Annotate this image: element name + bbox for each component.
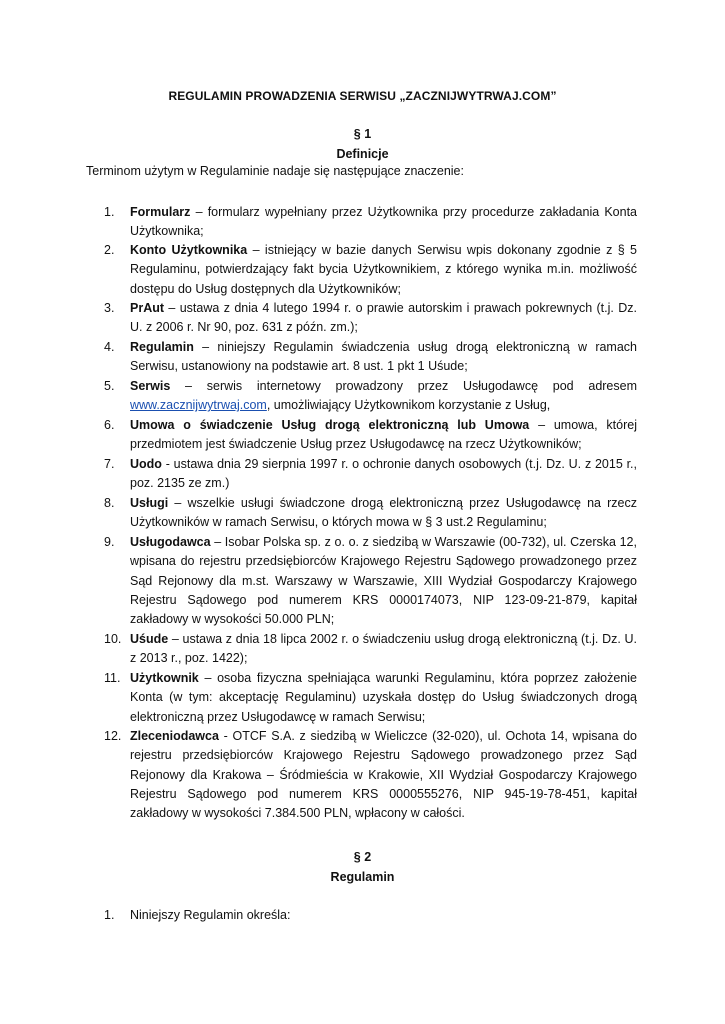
document-title: REGULAMIN PROWADZENIA SERWISU „ZACZNIJWYTRWAJ.COM” (168, 89, 557, 103)
definition-term: Serwis (130, 379, 171, 393)
definition-term: Uodo (130, 457, 162, 471)
definition-term: Zleceniodawca (130, 729, 219, 743)
list-item: 8. Usługi – wszelkie usługi świadczone drogą elektroniczną przez Usługodawcę na rzecz Użytkowników w ramach Serwisu, o których mowa w § 3 ust.2 Regulaminu; (104, 496, 637, 530)
list-item: 3. PrAut – ustawa z dnia 4 lutego 1994 r. o prawie autorskim i prawach pokrewnych (t.j. Dz. U. z 2006 r. Nr 90, poz. 631 z późn. zm.); (104, 301, 637, 335)
list-item: 12. Zleceniodawca - OTCF S.A. z siedzibą w Wieliczce (32-020), ul. Ochota 14, wpisana do rejestru przedsiębiorców Krajowego Rejestru Sądowego prowadzonego przez Sąd Rejonowy dla Krakowa – Śródmieścia w Krakowie, XII Wydział Gospodarczy Krajowego Rejestru Sądowego pod numerem KRS 0000555276, NIP 945-19-78-451, kapitał zakładowy w wysokości 7.384.500 PLN, wpłacony w całości. (104, 729, 637, 821)
definition-term: Usługodawca (130, 535, 211, 549)
list-item: 6. Umowa o świadczenie Usług drogą elektroniczną lub Umowa – umowa, której przedmiotem jest świadczenie Usług przez Usługodawcę na rzecz Użytkowników; (104, 418, 637, 452)
list-item: 1. Formularz – formularz wypełniany przez Użytkownika przy procedurze zakładania Konta Użytkownika; (104, 205, 637, 239)
section-2-number: § 2 (353, 850, 372, 864)
definition-term: Formularz (130, 205, 191, 219)
section-1-number: § 1 (353, 127, 372, 141)
list-item: 10. Uśude – ustawa z dnia 18 lipca 2002 r. o świadczeniu usług drogą elektroniczną (t.j. Dz. U. z 2013 r., poz. 1422); (104, 632, 637, 666)
definition-term: PrAut (130, 301, 165, 315)
definitions-intro: Terminom użytym w Regulaminie nadaje się następujące znaczenie: (86, 164, 464, 178)
list-item: 11. Użytkownik – osoba fizyczna spełniająca warunki Regulaminu, która poprzez założenie Konta (w tym: akceptację Regulaminu) uzyskała dostęp do Usług świadczonych drogą elektroniczną przez Usługodawcę w ramach Serwisu; (104, 671, 637, 724)
list-item: 1. Niniejszy Regulamin określa: (104, 908, 291, 922)
definition-term: Umowa o świadczenie Usług drogą elektroniczną lub Umowa (130, 418, 530, 432)
definition-term: Konto Użytkownika (130, 243, 248, 257)
list-item: 5. Serwis – serwis internetowy prowadzony przez Usługodawcę pod adresem www.zacznijwytrwaj.com, umożliwiający Użytkownikom korzystanie z Usług, (104, 379, 637, 413)
list-item: 4. Regulamin – niniejszy Regulamin świadczenia usług drogą elektroniczną w ramach Serwisu, ustanowiony na podstawie art. 8 ust. 1 pkt 1 Uśude; (104, 340, 637, 374)
section-1-heading: Definicje (336, 147, 389, 161)
definition-term: Usługi (130, 496, 169, 510)
list-item: 9. Usługodawca – Isobar Polska sp. z o. o. z siedzibą w Warszawie (00-732), ul. Czerska 12, wpisana do rejestru przedsiębiorców Krajowego Rejestru Sądowego prowadzonego przez Sąd Rejonowy dla m.st. Warszawy w Warszawie, XIII Wydział Gospodarczy Krajowego Rejestru Sądowego pod numerem KRS 0000174073, NIP 123-09-21-879, kapitał zakładowy w wysokości 50.000 PLN; (104, 535, 637, 627)
list-item: 7. Uodo - ustawa dnia 29 sierpnia 1997 r. o ochronie danych osobowych (t.j. Dz. U. z 2015 r., poz. 2135 ze zm.) (104, 457, 637, 491)
definition-term: Regulamin (130, 340, 194, 354)
section-2-heading: Regulamin (330, 870, 395, 884)
definition-term: Uśude (130, 632, 169, 646)
website-link[interactable]: www.zacznijwytrwaj.com (130, 398, 267, 413)
list-item: 2. Konto Użytkownika – istniejący w bazie danych Serwisu wpis dokonany zgodnie z § 5 Regulaminu, potwierdzający fakt bycia Użytkownikiem, z którego wynika m.in. możliwość dostępu do Usług dostępnych dla Użytkowników; (104, 243, 637, 296)
definition-term: Użytkownik (130, 671, 199, 685)
